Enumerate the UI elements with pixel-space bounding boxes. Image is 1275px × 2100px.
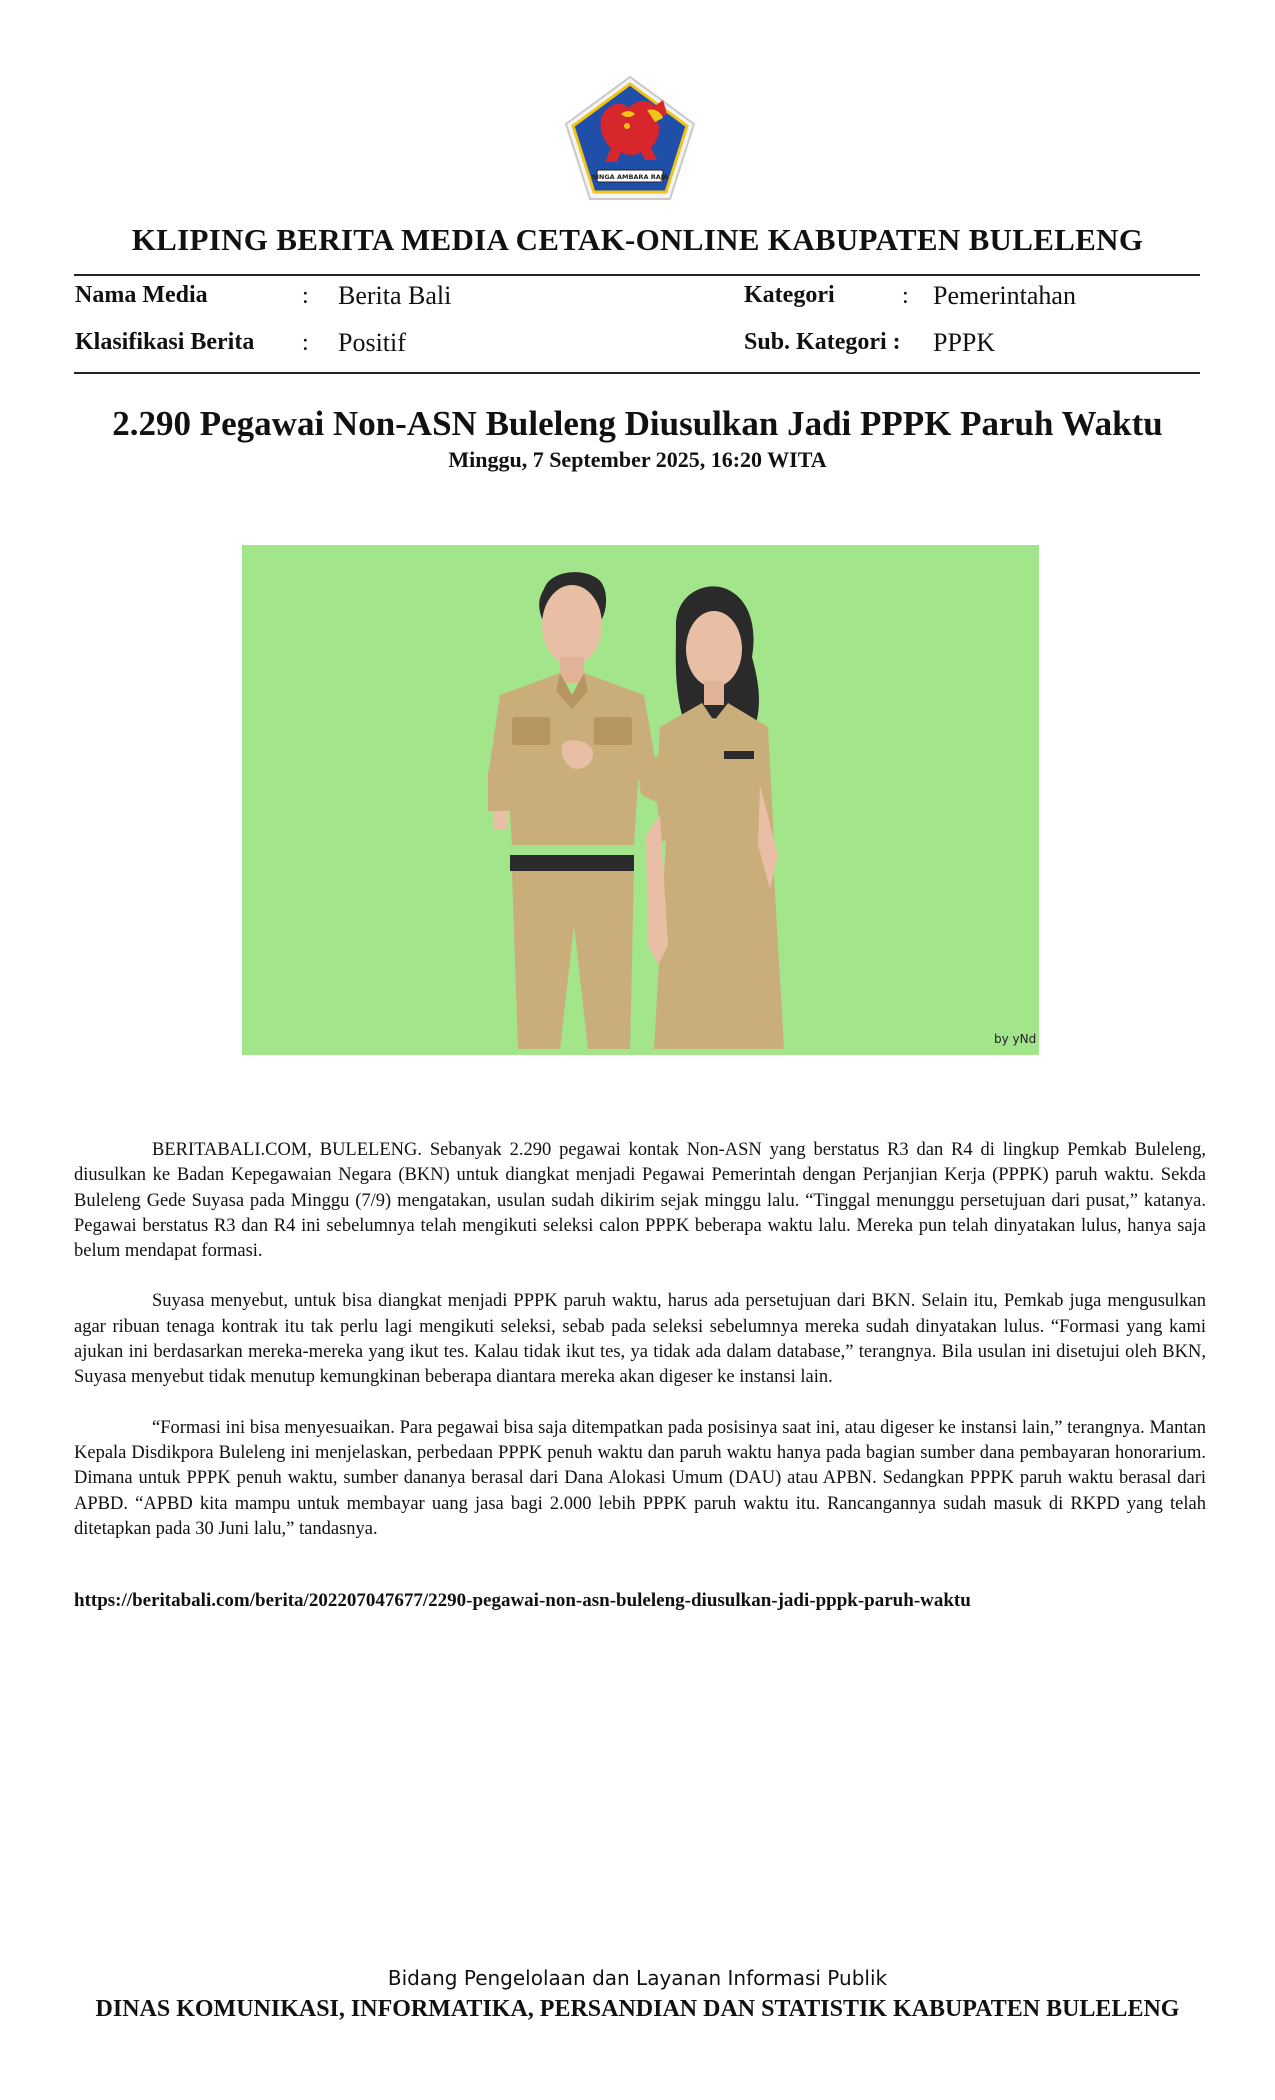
classification-colon: : [302, 330, 309, 356]
header-divider-bottom [74, 372, 1200, 374]
image-credit: by yNd [994, 1032, 1037, 1046]
media-name-label: Nama Media [75, 282, 208, 308]
footer-department: DINAS KOMUNIKASI, INFORMATIKA, PERSANDIAN DAN STATISTIK KABUPATEN BULELENG [95, 1996, 1180, 2022]
source-url-link[interactable]: https://beritabali.com/berita/202207047677/2290-pegawai-non-asn-buleleng-diusulkan-jadi-pppk-paruh-waktu [74, 1590, 971, 1611]
footer-division: Bidang Pengelolaan dan Layanan Informasi Publik [387, 1966, 888, 1990]
article-date: Minggu, 7 September 2025, 16:20 WITA [448, 447, 827, 472]
article-paragraph-3: “Formasi ini bisa menyesuaikan. Para pegawai bisa saja ditempatkan pada posisinya saat ini, atau digeser ke instansi lain,” terangnya. Mantan Kepala Disdikpora Buleleng ini menjelaskan, perbedaan PPPK penuh waktu dan paruh waktu hanya pada bagian sumber dana pembayaran honorarium. Dimana untuk PPPK penuh waktu, sumber dananya berasal dari Dana Alokasi Umum (DAU) atau APBN. Sedangkan PPPK paruh waktu berasal dari APBD. “APBD kita mampu untuk membayar uang jasa bagi 2.000 lebih PPPK paruh waktu itu. Rancangannya sudah masuk di RKPD yang telah ditetapkan pada 30 Juni lalu,” tandasnya. [74, 1417, 1206, 1539]
article-body [74, 1138, 1206, 1567]
classification-value: Positif [338, 328, 406, 357]
media-name-value: Berita Bali [338, 281, 452, 310]
category-label: Kategori [744, 282, 835, 308]
media-name-colon: : [302, 283, 309, 309]
regency-logo [563, 74, 697, 202]
logo-motto-text: SINGA AMBARA RAJA [591, 173, 669, 181]
subcategory-value: PPPK [933, 328, 996, 357]
category-value: Pemerintahan [933, 281, 1076, 310]
clipping-header-title: KLIPING BERITA MEDIA CETAK-ONLINE KABUPATEN BULELENG [131, 222, 1144, 257]
header-divider-top [74, 274, 1200, 276]
article-illustration [242, 545, 1039, 1055]
classification-label: Klasifikasi Berita [75, 329, 255, 355]
article-paragraph-1: BERITABALI.COM, BULELENG. Sebanyak 2.290 pegawai kontak Non-ASN yang berstatus R3 dan R4 di lingkup Pemkab Buleleng, diusulkan ke Badan Kepegawaian Negara (BKN) untuk diangkat menjadi Pegawai Pemerintah dengan Perjanjian Kerja (PPPK) paruh waktu. Sekda Buleleng Gede Suyasa pada Minggu (7/9) mengatakan, usulan sudah dikirim sejak minggu lalu. “Tinggal menunggu persetujuan dari pusat,” katanya. Pegawai berstatus R3 dan R4 ini sebelumnya telah mengikuti seleksi calon PPPK beberapa waktu lalu. Mereka pun telah dinyatakan lulus, hanya saja belum mendapat formasi. [74, 1140, 1206, 1262]
subcategory-label: Sub. Kategori : [744, 329, 901, 355]
article-paragraph-2: Suyasa menyebut, untuk bisa diangkat menjadi PPPK paruh waktu, harus ada persetujuan dari BKN. Selain itu, Pemkab juga mengusulkan agar ribuan tenaga kontrak itu tak perlu lagi mengikuti seleksi, sebab pada seleksi sebelumnya mereka sudah dinyatakan lulus. “Formasi yang kami ajukan ini berdasarkan mereka-mereka yang ikut tes. Kalau tidak ikut tes, ya tidak ada dalam database,” terangnya. Bila usulan ini disetujui oleh BKN, Suyasa menyebut tidak menutup kemungkinan beberapa diantara mereka akan digeser ke instansi lain. [74, 1291, 1206, 1388]
article-title: 2.290 Pegawai Non-ASN Buleleng Diusulkan Jadi PPPK Paruh Waktu [112, 404, 1163, 443]
category-colon: : [902, 283, 909, 309]
